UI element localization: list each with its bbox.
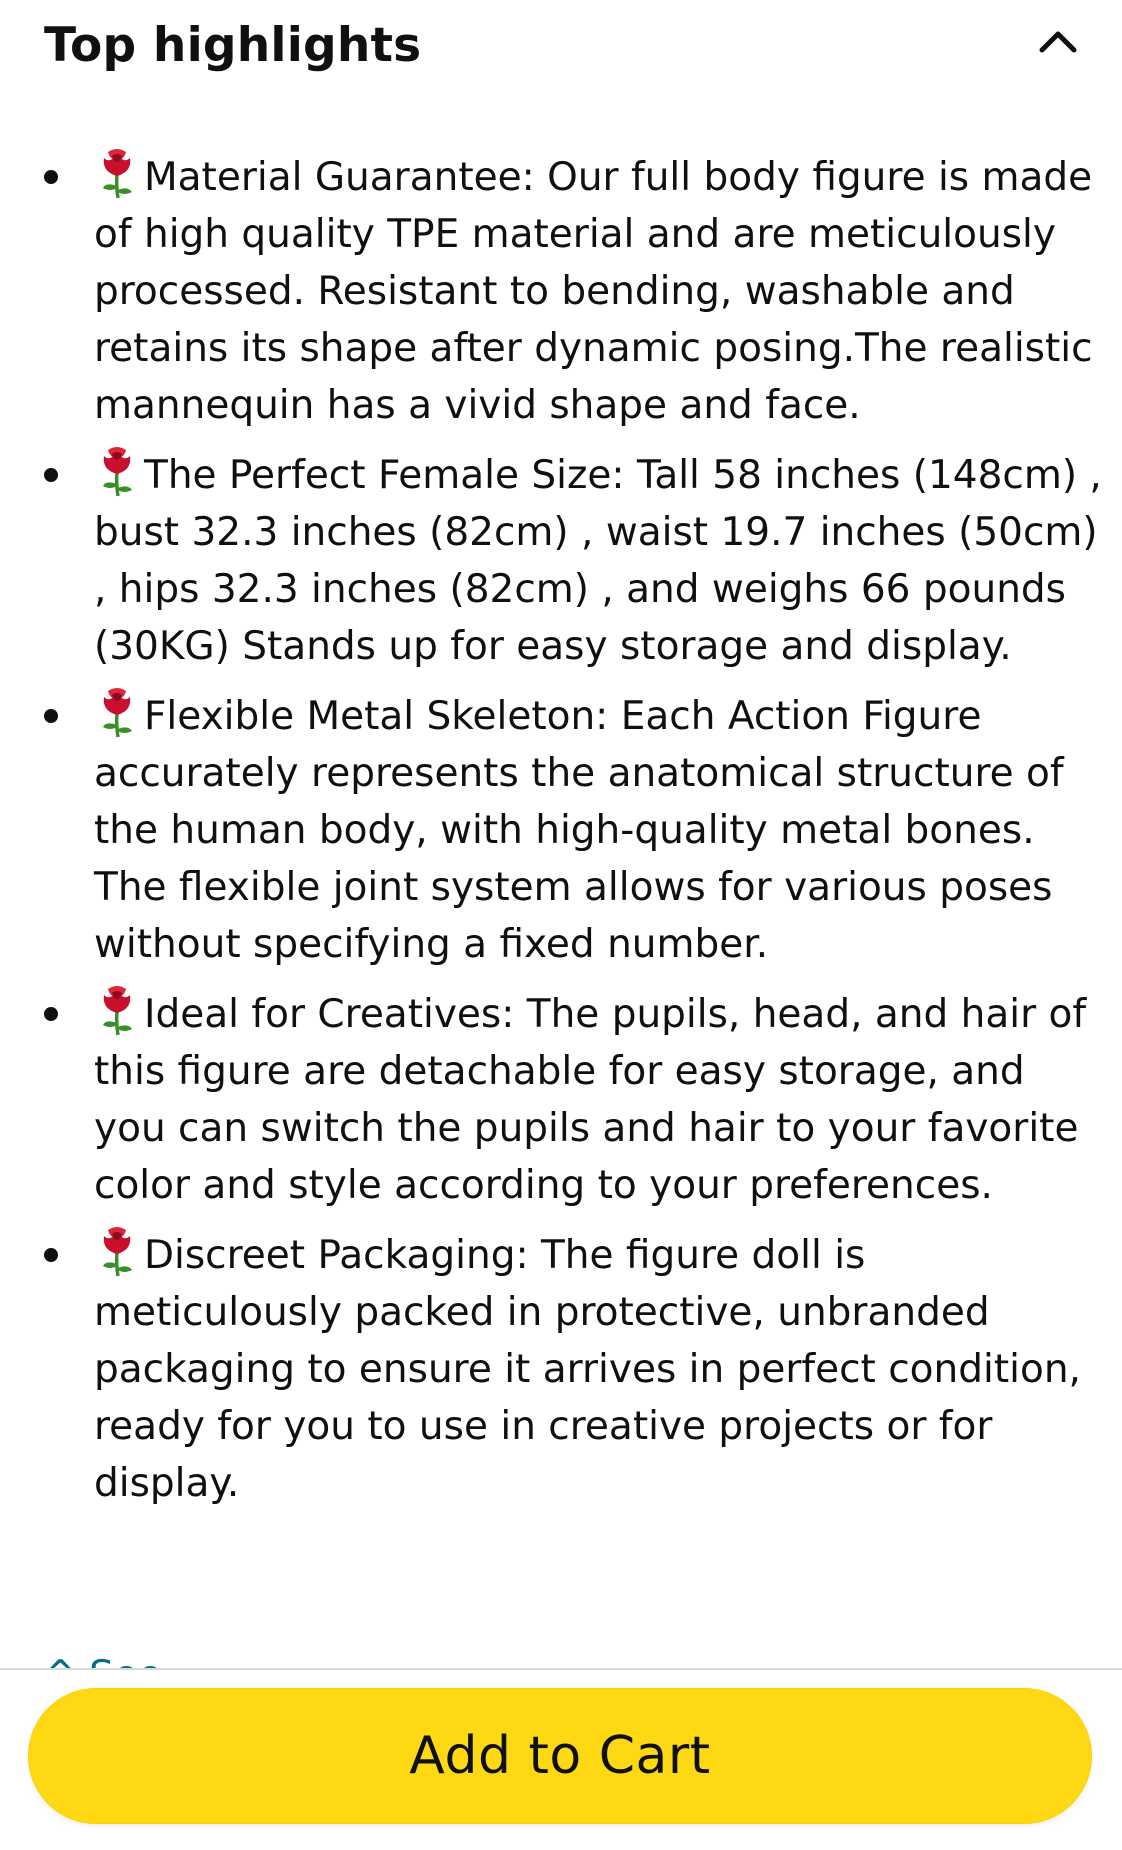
- bullet: [44, 1248, 58, 1262]
- highlight-item: [0, 146, 1122, 434]
- rose-icon: [94, 146, 140, 200]
- highlight-item: [0, 1224, 1122, 1512]
- highlight-text: The Perfect Female Size: Tall 58 inches (148cm) , bust 32.3 inches (82cm) , waist 19.7 inches (50cm) , hips 32.3 inches (82cm) , and weighs 66 pounds (30KG) Stands up for easy storage and display.: [94, 453, 1102, 669]
- bullet: [44, 170, 58, 184]
- add-to-cart-button[interactable]: Add to Cart: [28, 1688, 1092, 1824]
- top-highlights-header[interactable]: [0, 0, 1122, 96]
- highlight-item: [0, 983, 1122, 1214]
- rose-icon: [94, 444, 140, 498]
- bullet: [44, 1007, 58, 1021]
- rose-icon: [94, 1224, 140, 1278]
- collapse-toggle-button[interactable]: [1030, 18, 1086, 66]
- bottom-action-bar: [0, 1668, 1122, 1850]
- highlight-text: Ideal for Creatives: The pupils, head, and hair of this figure are detachable for easy storage, and you can switch the pupils and hair to your favorite color and style according to your preferences.: [94, 992, 1087, 1208]
- bullet: [44, 709, 58, 723]
- bullet: [44, 468, 58, 482]
- highlight-text: Discreet Packaging: The figure doll is meticulously packed in protective, unbranded packaging to ensure it arrives in perfect condition, ready for you to use in creative projects or for display.: [94, 1233, 1081, 1506]
- highlight-text: Flexible Metal Skeleton: Each Action Figure accurately represents the anatomical structure of the human body, with high-quality metal bones. The flexible joint system allows for various poses without specifying a fixed number.: [94, 694, 1064, 967]
- section-title: Top highlights: [44, 18, 422, 73]
- highlights-list: [0, 146, 1122, 1522]
- highlight-item: [0, 685, 1122, 973]
- rose-icon: [94, 983, 140, 1037]
- chevron-up-icon: [1030, 18, 1086, 66]
- highlight-text: Material Guarantee: Our full body figure is made of high quality TPE material and are meticulously processed. Resistant to bending, washable and retains its shape after dynamic posing.The realistic mannequin has a vivid shape and face.: [94, 155, 1093, 428]
- highlight-item: [0, 444, 1122, 675]
- rose-icon: [94, 685, 140, 739]
